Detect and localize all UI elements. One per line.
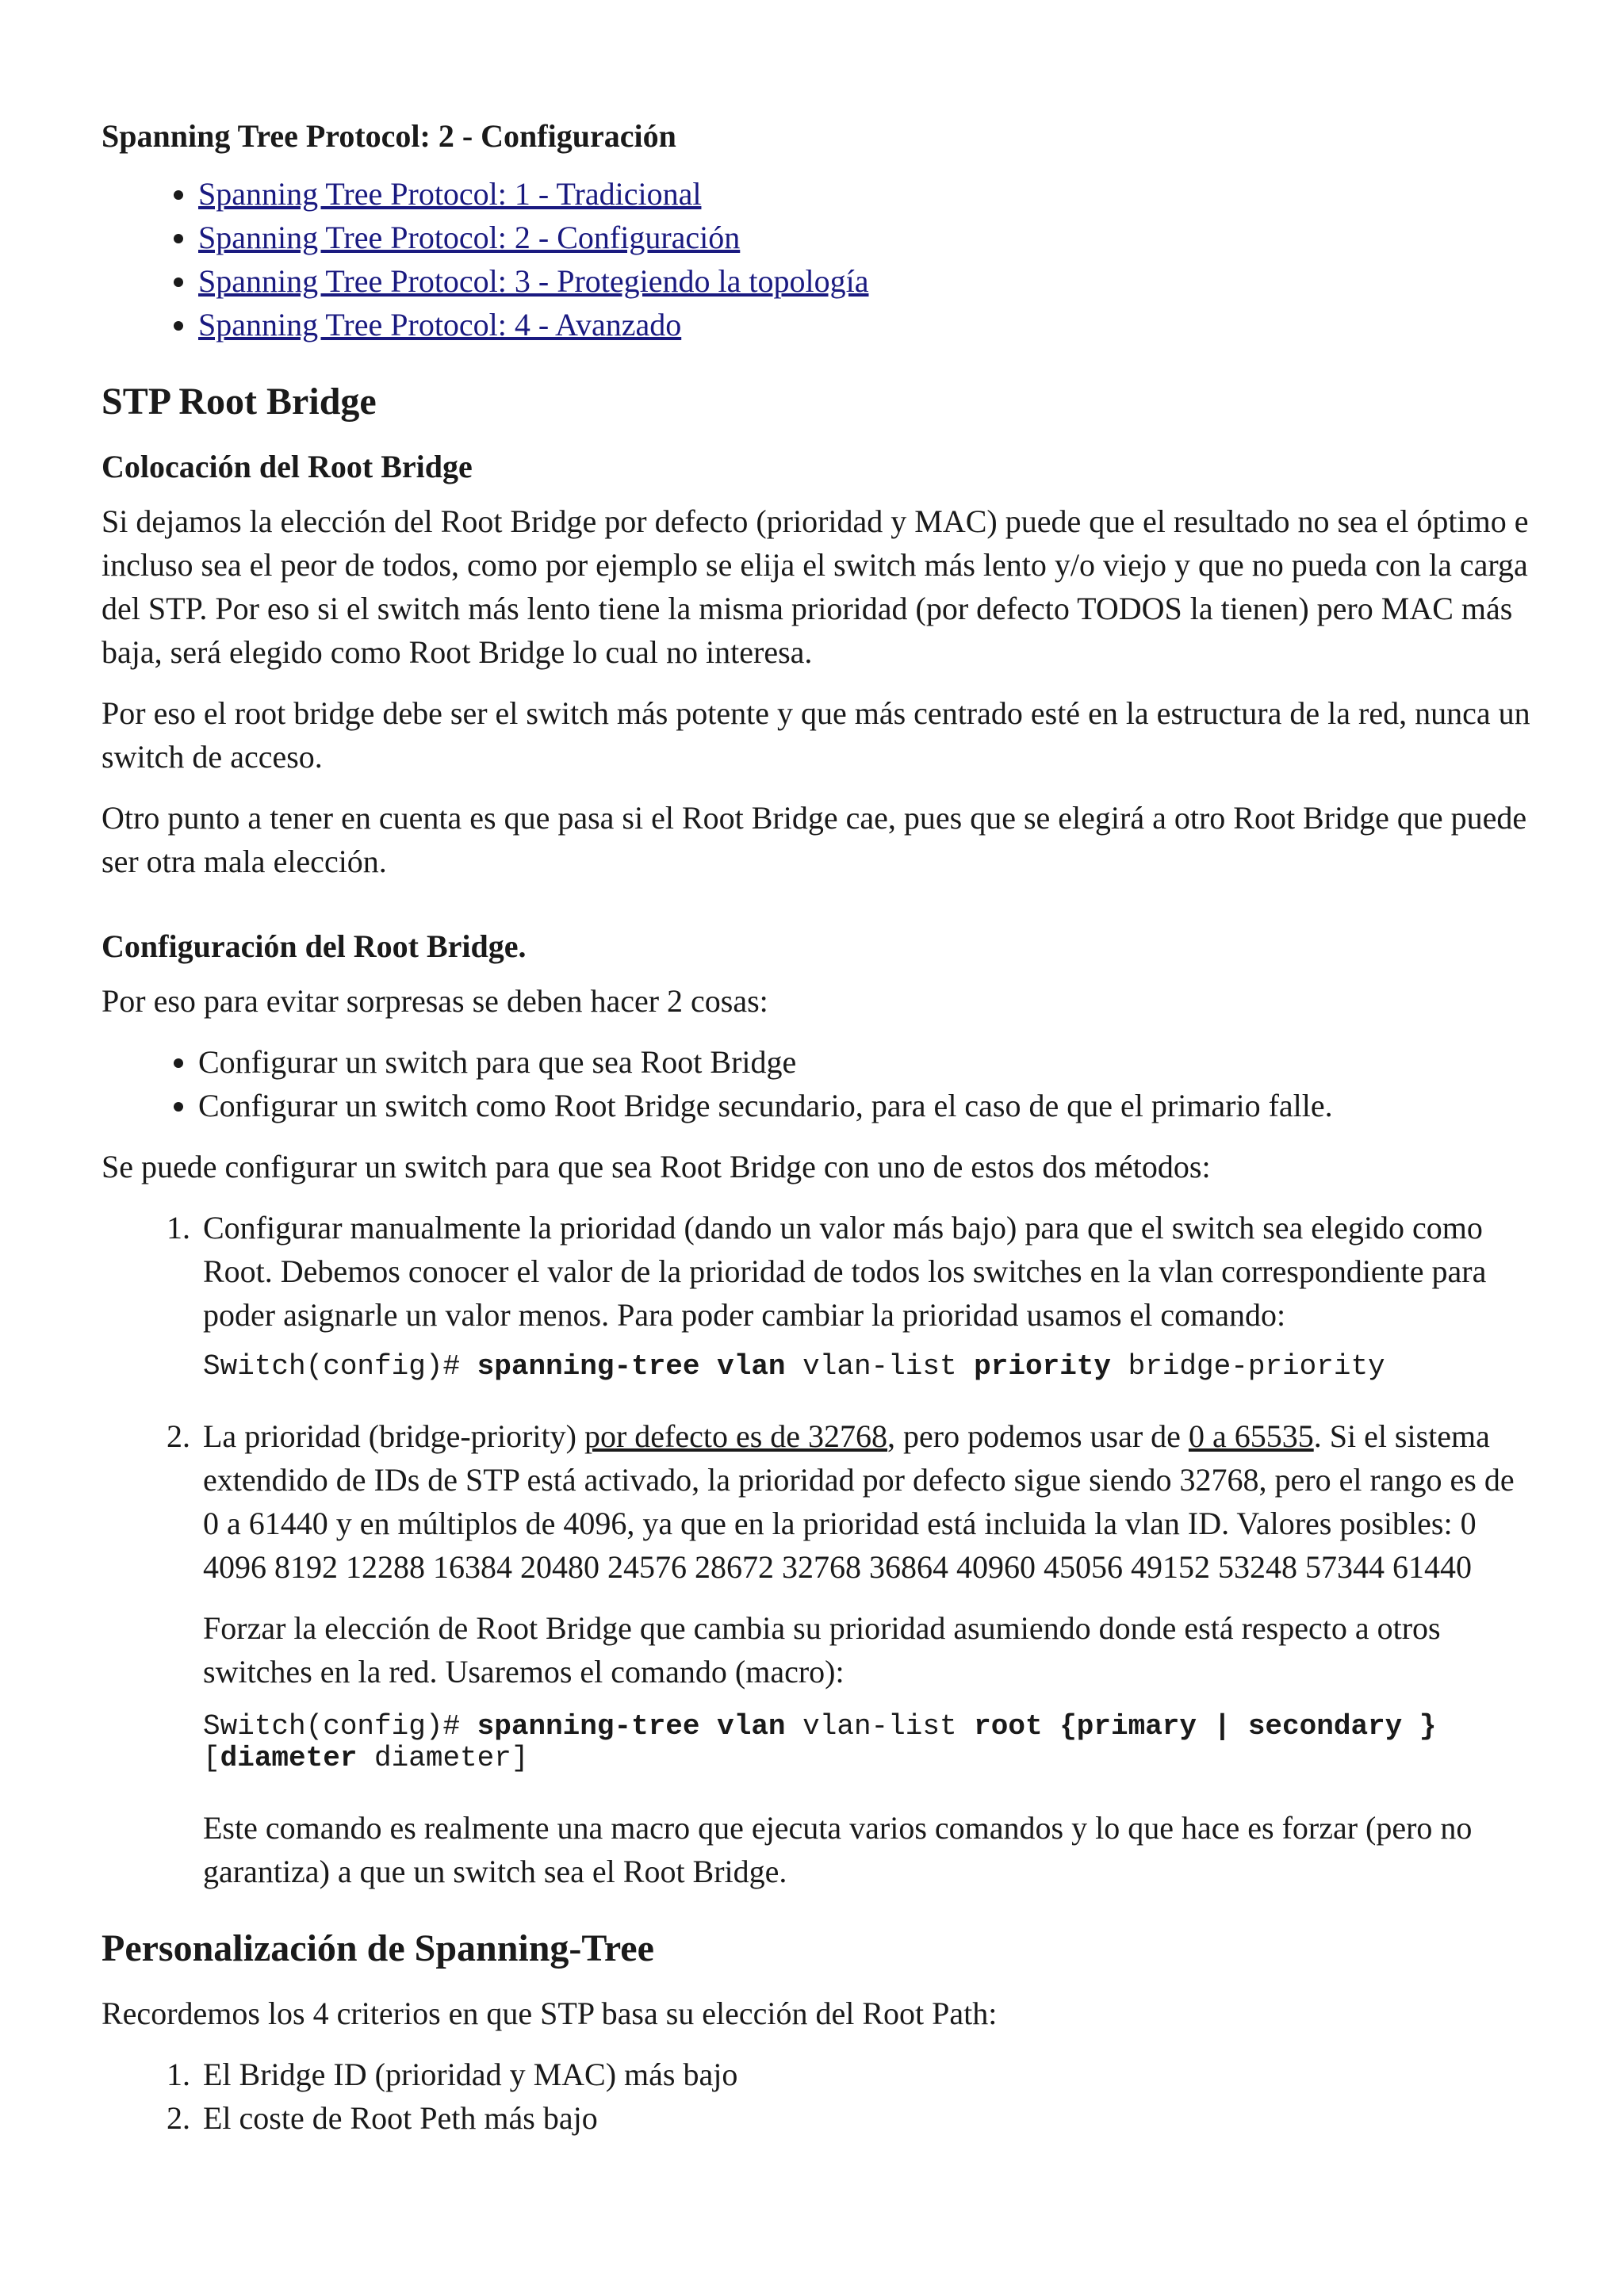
- list-item: 2. El coste de Root Peth más bajo: [198, 2096, 1537, 2140]
- text-run: . Si el sistema extendido de IDs de STP está activado, la prioridad por defecto sigue siendo 32768, pero el rango es de 0 a 61440 y en múltiplos de 4096, ya que en la prioridad está incluida la vlan ID. Valores posibles: 0 4096 8192 12288 16384 20480 24576 28672 32768 36864 40960 45056 49152 53248 57344 61440: [203, 1418, 1515, 1585]
- list-item: 1. El Bridge ID (prioridad y MAC) más bajo: [198, 2053, 1537, 2096]
- cmd-keyword: root {primary | secondary }: [974, 1710, 1437, 1743]
- cmd-prompt: Switch(config)#: [203, 1350, 477, 1383]
- cmd-prompt: Switch(config)#: [203, 1710, 477, 1743]
- bullet-list: [102, 1040, 1537, 1127]
- list-item: • Configurar un switch como Root Bridge secundario, para el caso de que el primario falle.: [198, 1084, 1537, 1127]
- toc-link-1[interactable]: Spanning Tree Protocol: 1 - Tradicional: [198, 176, 702, 212]
- toc-link-2[interactable]: Spanning Tree Protocol: 2 - Configuración: [198, 220, 741, 255]
- cmd-keyword: diameter: [220, 1742, 358, 1774]
- toc-item: [198, 303, 1537, 346]
- command-block: [203, 1711, 1537, 1774]
- cmd-arg: vlan-list: [785, 1710, 975, 1743]
- paragraph: Se puede configurar un switch para que sea Root Bridge con uno de estos dos métodos:: [102, 1149, 1211, 1184]
- paragraph: Forzar la elección de Root Bridge que cambia su prioridad asumiendo donde está respecto a otros switches en la red. Usaremos el comando (macro):: [203, 1610, 1441, 1689]
- cmd-arg: bridge-priority: [1111, 1350, 1385, 1383]
- command-block: [203, 1351, 1537, 1383]
- paragraph: Por eso el root bridge debe ser el switch más potente y que más centrado esté en la estructura de la red, nunca un switch de acceso.: [102, 695, 1530, 775]
- table-of-contents: [102, 172, 1537, 346]
- section-heading-root-bridge: STP Root Bridge: [102, 381, 377, 423]
- methods-list: [102, 1206, 1537, 1893]
- underlined-text: por defecto es de 32768: [584, 1418, 888, 1454]
- toc-item: [198, 172, 1537, 216]
- cmd-bracket: [: [203, 1742, 220, 1774]
- paragraph: Recordemos los 4 criterios en que STP basa su elección del Root Path:: [102, 1996, 998, 2031]
- toc-link-4[interactable]: Spanning Tree Protocol: 4 - Avanzado: [198, 307, 682, 342]
- list-item: [198, 1206, 1537, 1383]
- subheading-placement: Colocación del Root Bridge: [102, 449, 473, 484]
- cmd-arg: vlan-list: [785, 1350, 975, 1383]
- step-text: 1. Configurar manualmente la prioridad (dando un valor más bajo) para que el switch sea elegido como Root. Debemos conocer el valor de la prioridad de todos los switches en la vlan correspondiente para poder asignarle un valor menos. Para poder cambiar la prioridad usamos el comando:: [203, 1210, 1487, 1333]
- paragraph: Por eso para evitar sorpresas se deben hacer 2 cosas:: [102, 983, 768, 1019]
- cmd-keyword: spanning-tree vlan: [477, 1350, 786, 1383]
- paragraph: Otro punto a tener en cuenta es que pasa si el Root Bridge cae, pues que se elegirá a otro Root Bridge que puede ser otra mala elección.: [102, 800, 1527, 879]
- subheading-configuration: Configuración del Root Bridge.: [102, 928, 527, 964]
- paragraph: [203, 1414, 1537, 1589]
- toc-link-3[interactable]: Spanning Tree Protocol: 3 - Protegiendo la topología: [198, 263, 869, 299]
- underlined-text: 0 a 65535: [1188, 1418, 1314, 1454]
- cmd-arg: diameter]: [357, 1742, 529, 1774]
- paragraph: Este comando es realmente una macro que ejecuta varios comandos y lo que hace es forzar (pero no garantiza) a que un switch sea el Root Bridge.: [203, 1810, 1473, 1889]
- cmd-keyword: spanning-tree vlan: [477, 1710, 786, 1743]
- toc-item: [198, 259, 1537, 303]
- list-item: [198, 1414, 1537, 1893]
- paragraph: Si dejamos la elección del Root Bridge por defecto (prioridad y MAC) puede que el resultado no sea el óptimo e incluso sea el peor de todos, como por ejemplo se elija el switch más lento y/o viejo y que no pueda con la carga del STP. Por eso si el switch más lento tiene la misma prioridad (por defecto TODOS la tienen) pero MAC más baja, será elegido como Root Bridge lo cual no interesa.: [102, 503, 1529, 670]
- cmd-keyword: priority: [974, 1350, 1111, 1383]
- text-run: La prioridad (bridge-priority): [203, 1418, 584, 1454]
- criteria-list: [102, 2053, 1537, 2140]
- section-heading-customization: Personalización de Spanning-Tree: [102, 1927, 654, 1969]
- toc-item: [198, 216, 1537, 259]
- text-run: , pero podemos usar de: [887, 1418, 1189, 1454]
- list-item: • Configurar un switch para que sea Root Bridge: [198, 1040, 1537, 1084]
- document-title: Spanning Tree Protocol: 2 - Configuración: [102, 118, 676, 154]
